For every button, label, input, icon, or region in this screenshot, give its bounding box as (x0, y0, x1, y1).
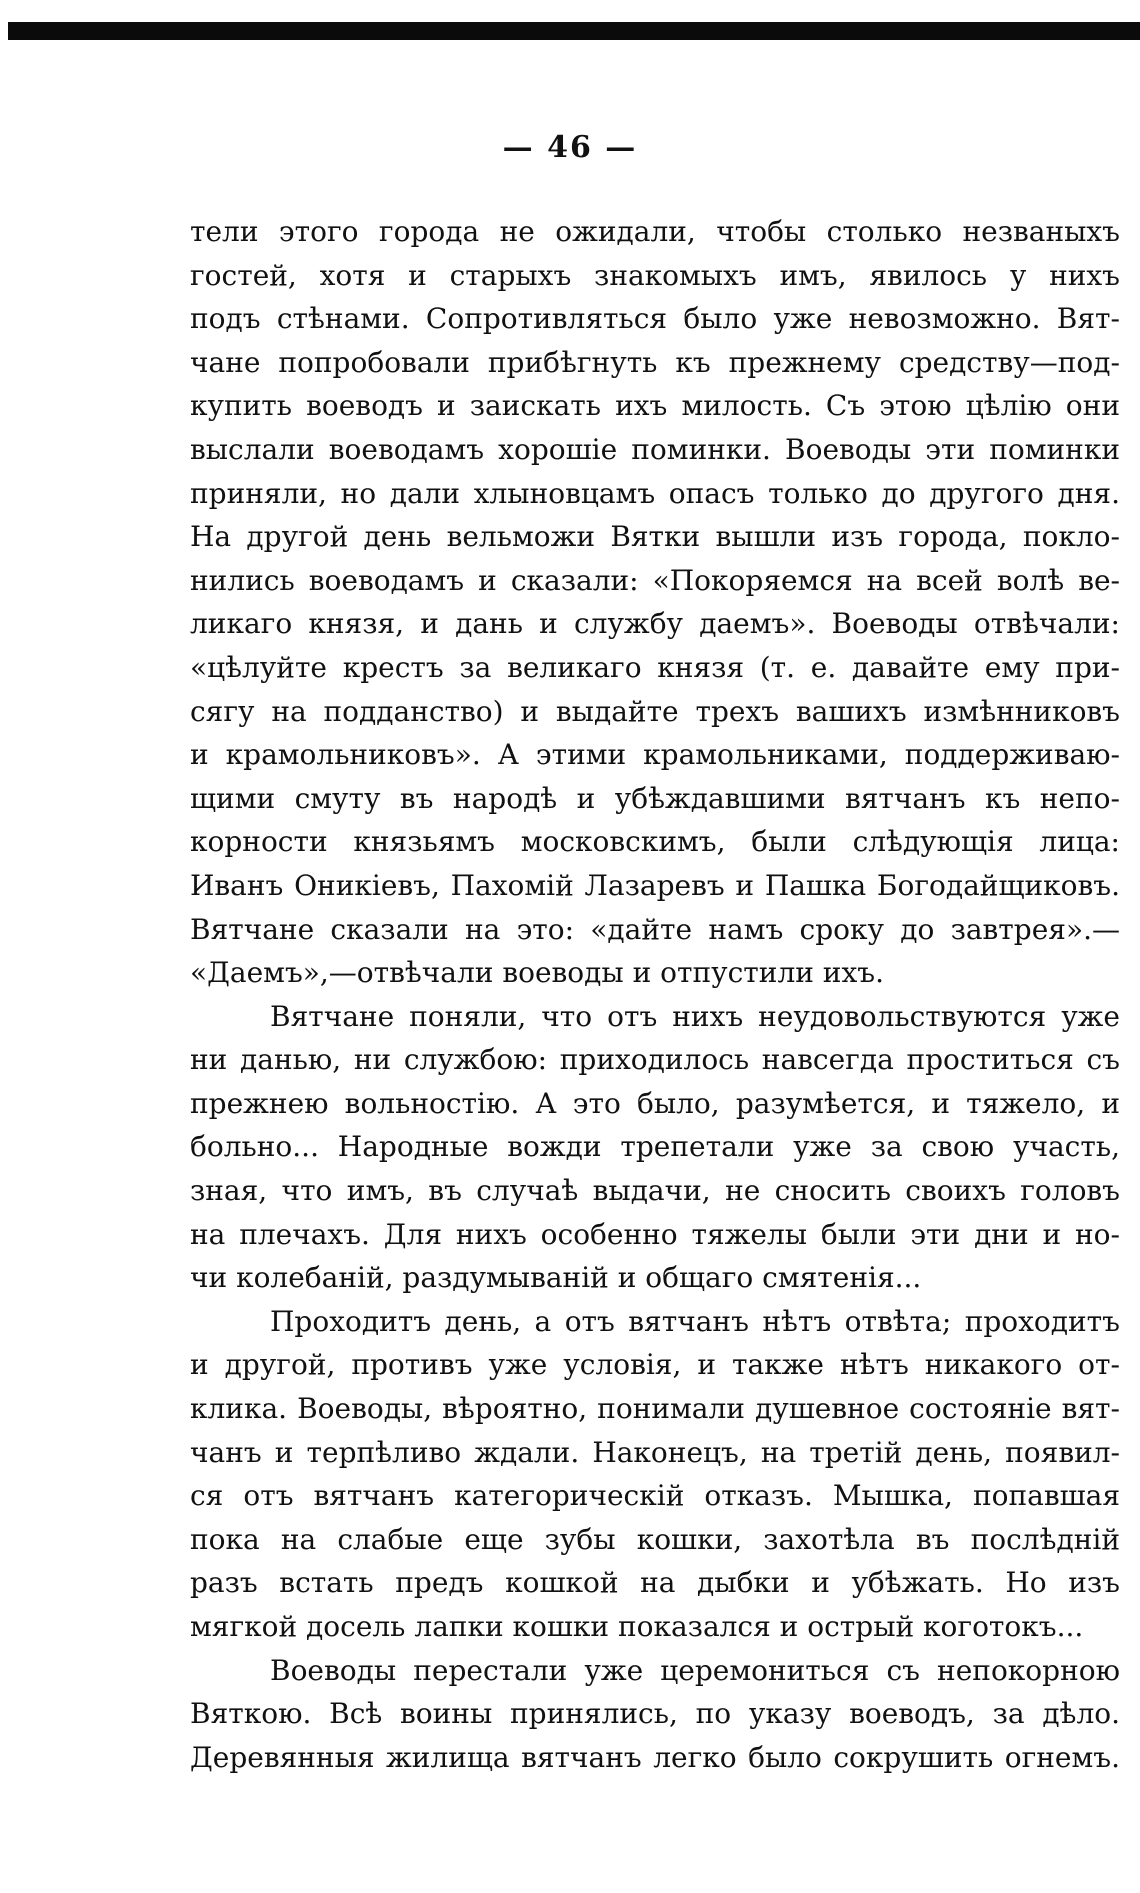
text-line: подъ стѣнами. Сопротивляться было уже невозможно. Вят- (190, 302, 1120, 336)
text-line: На другой день вельможи Вятки вышли изъ города, покло- (190, 520, 1120, 554)
text-line: и крамольниковъ». А этими крамольниками, поддерживаю- (190, 738, 1120, 772)
text-line: мягкой досель лапки кошки показался и острый коготокъ... (190, 1610, 1084, 1643)
text-line: Воеводы перестали уже церемониться съ непокорною (270, 1653, 1120, 1687)
text-line: Вяткою. Всѣ воины принялись, по указу воеводъ, за дѣло. (190, 1697, 1120, 1731)
text-line: выслали воеводамъ хорошіе поминки. Воеводы эти поминки (190, 432, 1120, 466)
text-line: купить воеводъ и заискать ихъ милость. Съ этою цѣлію они (190, 389, 1120, 423)
text-line: чанъ и терпѣливо ждали. Наконецъ, на третій день, появил- (190, 1435, 1120, 1469)
text-line: клика. Воеводы, вѣроятно, понимали душевное состояніе вят- (190, 1392, 1120, 1426)
text-line: чи колебаній, раздумываній и общаго смятенія... (190, 1261, 922, 1295)
text-line: больно... Народные вожди трепетали уже за свою участь, (190, 1130, 1120, 1164)
text-line: прежнею вольностію. А это было, разумѣется, и тяжело, и (190, 1086, 1120, 1120)
text-line: разъ встать предъ кошкой на дыбки и убѣжать. Но изъ (190, 1566, 1120, 1600)
text-line: «Даемъ»,—отвѣчали воеводы и отпустили ихъ. (190, 956, 884, 990)
text-line: Проходитъ день, а отъ вятчанъ нѣтъ отвѣта; проходитъ (270, 1304, 1120, 1338)
text-line: гостей, хотя и старыхъ знакомыхъ имъ, явилось у нихъ (190, 258, 1120, 292)
text-line: чане попробовали прибѣгнуть къ прежнему средству—под- (190, 345, 1120, 379)
text-line: Иванъ Оникіевъ, Пахомій Лазаревъ и Пашка Богодайщиковъ. (190, 868, 1120, 902)
text-line: пока на слабые еще зубы кошки, захотѣла въ послѣдній (190, 1522, 1120, 1556)
text-line: ни данью, ни службою: приходилось навсегда проститься съ (190, 1043, 1120, 1077)
text-line: сягу на подданство) и выдайте трехъ вашихъ измѣнниковъ (190, 694, 1120, 728)
body-text (190, 210, 1120, 1779)
text-line: на плечахъ. Для нихъ особенно тяжелы были эти дни и но- (190, 1217, 1120, 1251)
text-line: ликаго князя, и дань и службу даемъ». Воеводы отвѣчали: (190, 607, 1120, 641)
text-line: «цѣлуйте крестъ за великаго князя (т. е. давайте ему при- (190, 650, 1120, 684)
page-number: — 46 — (502, 130, 638, 165)
text-line: щими смуту въ народѣ и убѣждавшими вятчанъ къ непо- (190, 781, 1120, 815)
top-rule (8, 22, 1140, 40)
text-line: Вятчане сказали на это: «дайте намъ сроку до завтрея».— (190, 912, 1120, 946)
text-line: тели этого города не ожидали, чтобы столько незваныхъ (190, 215, 1120, 248)
text-line: и другой, противъ уже условія, и также нѣтъ никакого от- (190, 1348, 1120, 1382)
text-line: зная, что имъ, въ случаѣ выдачи, не сносить своихъ головъ (190, 1174, 1120, 1208)
text-line: Деревянныя жилища вятчанъ легко было сокрушить огнемъ. (190, 1740, 1120, 1774)
text-line: корности князьямъ московскимъ, были слѣдующія лица: (190, 825, 1120, 859)
text-line: нились воеводамъ и сказали: «Покоряемся на всей волѣ ве- (190, 563, 1120, 597)
text-line: Вятчане поняли, что отъ нихъ неудовольствуются уже (270, 999, 1120, 1033)
text-line: приняли, но дали хлыновцамъ опасъ только до другого дня. (190, 476, 1120, 510)
text-line: ся отъ вятчанъ категорическій отказъ. Мышка, попавшая (190, 1479, 1120, 1513)
